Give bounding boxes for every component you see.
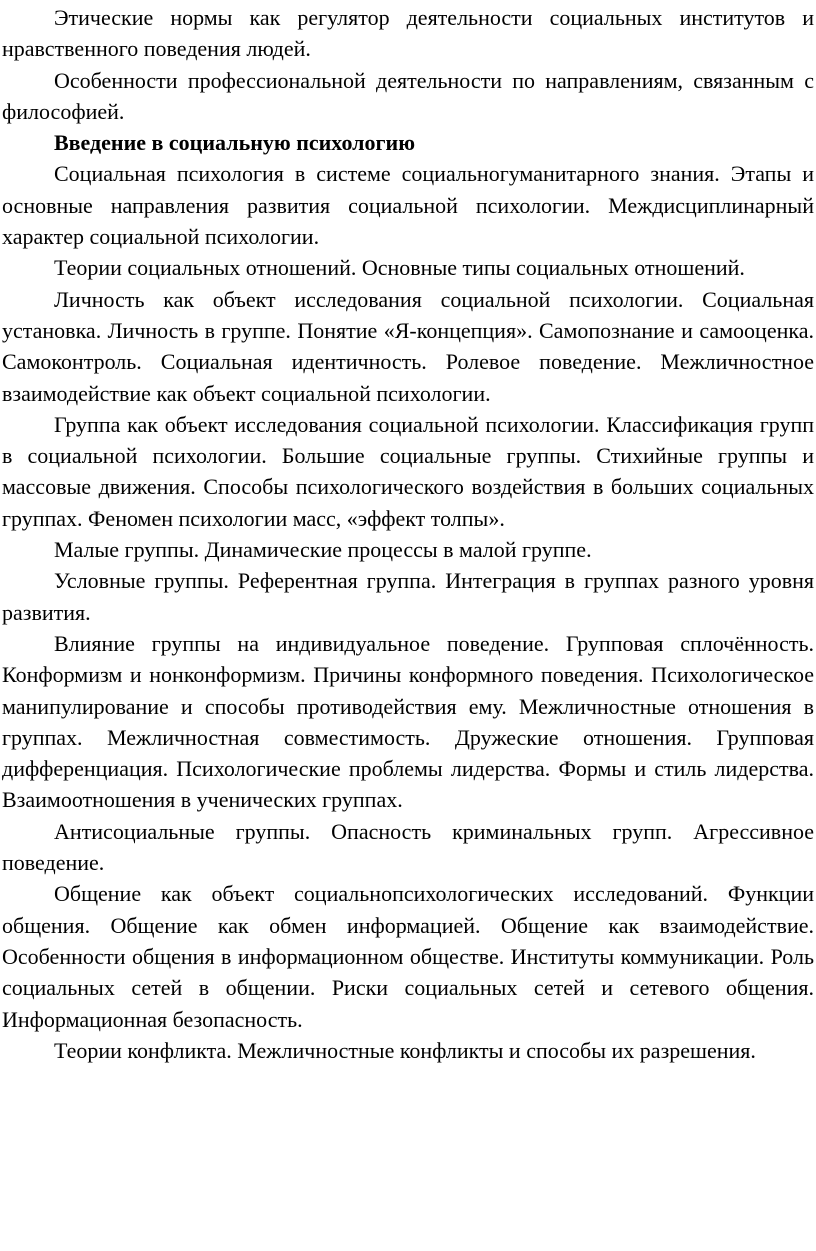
paragraph-social-psychology: Социальная психология в системе социальногуманитарного знания. Этапы и основные направления развития социальной психологии. Междисциплинарный характер социальной психологии. bbox=[2, 161, 814, 250]
paragraph-personality: Личность как объект исследования социальной психологии. Социальная установка. Личность в группе. Понятие «Я-концепция». Самопознание и самооценка. Самоконтроль. Социальная идентичность. Ролевое поведение. Межличностное взаимодействие как объект социальной психологии. bbox=[2, 286, 814, 406]
paragraph-small-groups: Малые группы. Динамические процессы в малой группе. bbox=[54, 537, 592, 563]
section-title: Введение в социальную психологию bbox=[54, 130, 416, 156]
paragraph-conditional-groups: Условные группы. Референтная группа. Интеграция в группах разного уровня развития. bbox=[2, 568, 814, 625]
paragraph-social-relations: Теории социальных отношений. Основные типы социальных отношений. bbox=[54, 255, 745, 281]
paragraph-group-influence: Влияние группы на индивидуальное поведение. Групповая сплочённость. Конформизм и нонконформизм. Причины конформного поведения. Психологическое манипулирование и способы противодействия ему. Межличностные отношения в группах. Межличностная совместимость. Дружеские отношения. Групповая дифференциация. Психологические проблемы лидерства. Формы и стиль лидерства. Взаимоотношения в ученических группах. bbox=[2, 630, 814, 813]
paragraph-communication: Общение как объект социальнопсихологических исследований. Функции общения. Общение как обмен информацией. Общение как взаимодействие. Особенности общения в информационном обществе. Институты коммуникации. Роль социальных сетей в общении. Риски социальных сетей и сетевого общения. Информационная безопасность. bbox=[2, 881, 814, 1032]
paragraph-conflict: Теории конфликта. Межличностные конфликты и способы их разрешения. bbox=[54, 1037, 756, 1063]
paragraph-antisocial-groups: Антисоциальные группы. Опасность криминальных групп. Агрессивное поведение. bbox=[2, 818, 814, 876]
paragraph-ethics: Этические нормы как регулятор деятельности социальных институтов и нравственного поведения людей. bbox=[2, 5, 814, 62]
paragraph-group: Группа как объект исследования социальной психологии. Классификация групп в социальной психологии. Большие социальные группы. Стихийные группы и массовые движения. Способы психологического воздействия в больших социальных группах. Феномен психологии масс, «эффект толпы». bbox=[2, 411, 814, 531]
paragraph-professional: Особенности профессиональной деятельности по направлениям, связанным с философией. bbox=[2, 67, 814, 124]
